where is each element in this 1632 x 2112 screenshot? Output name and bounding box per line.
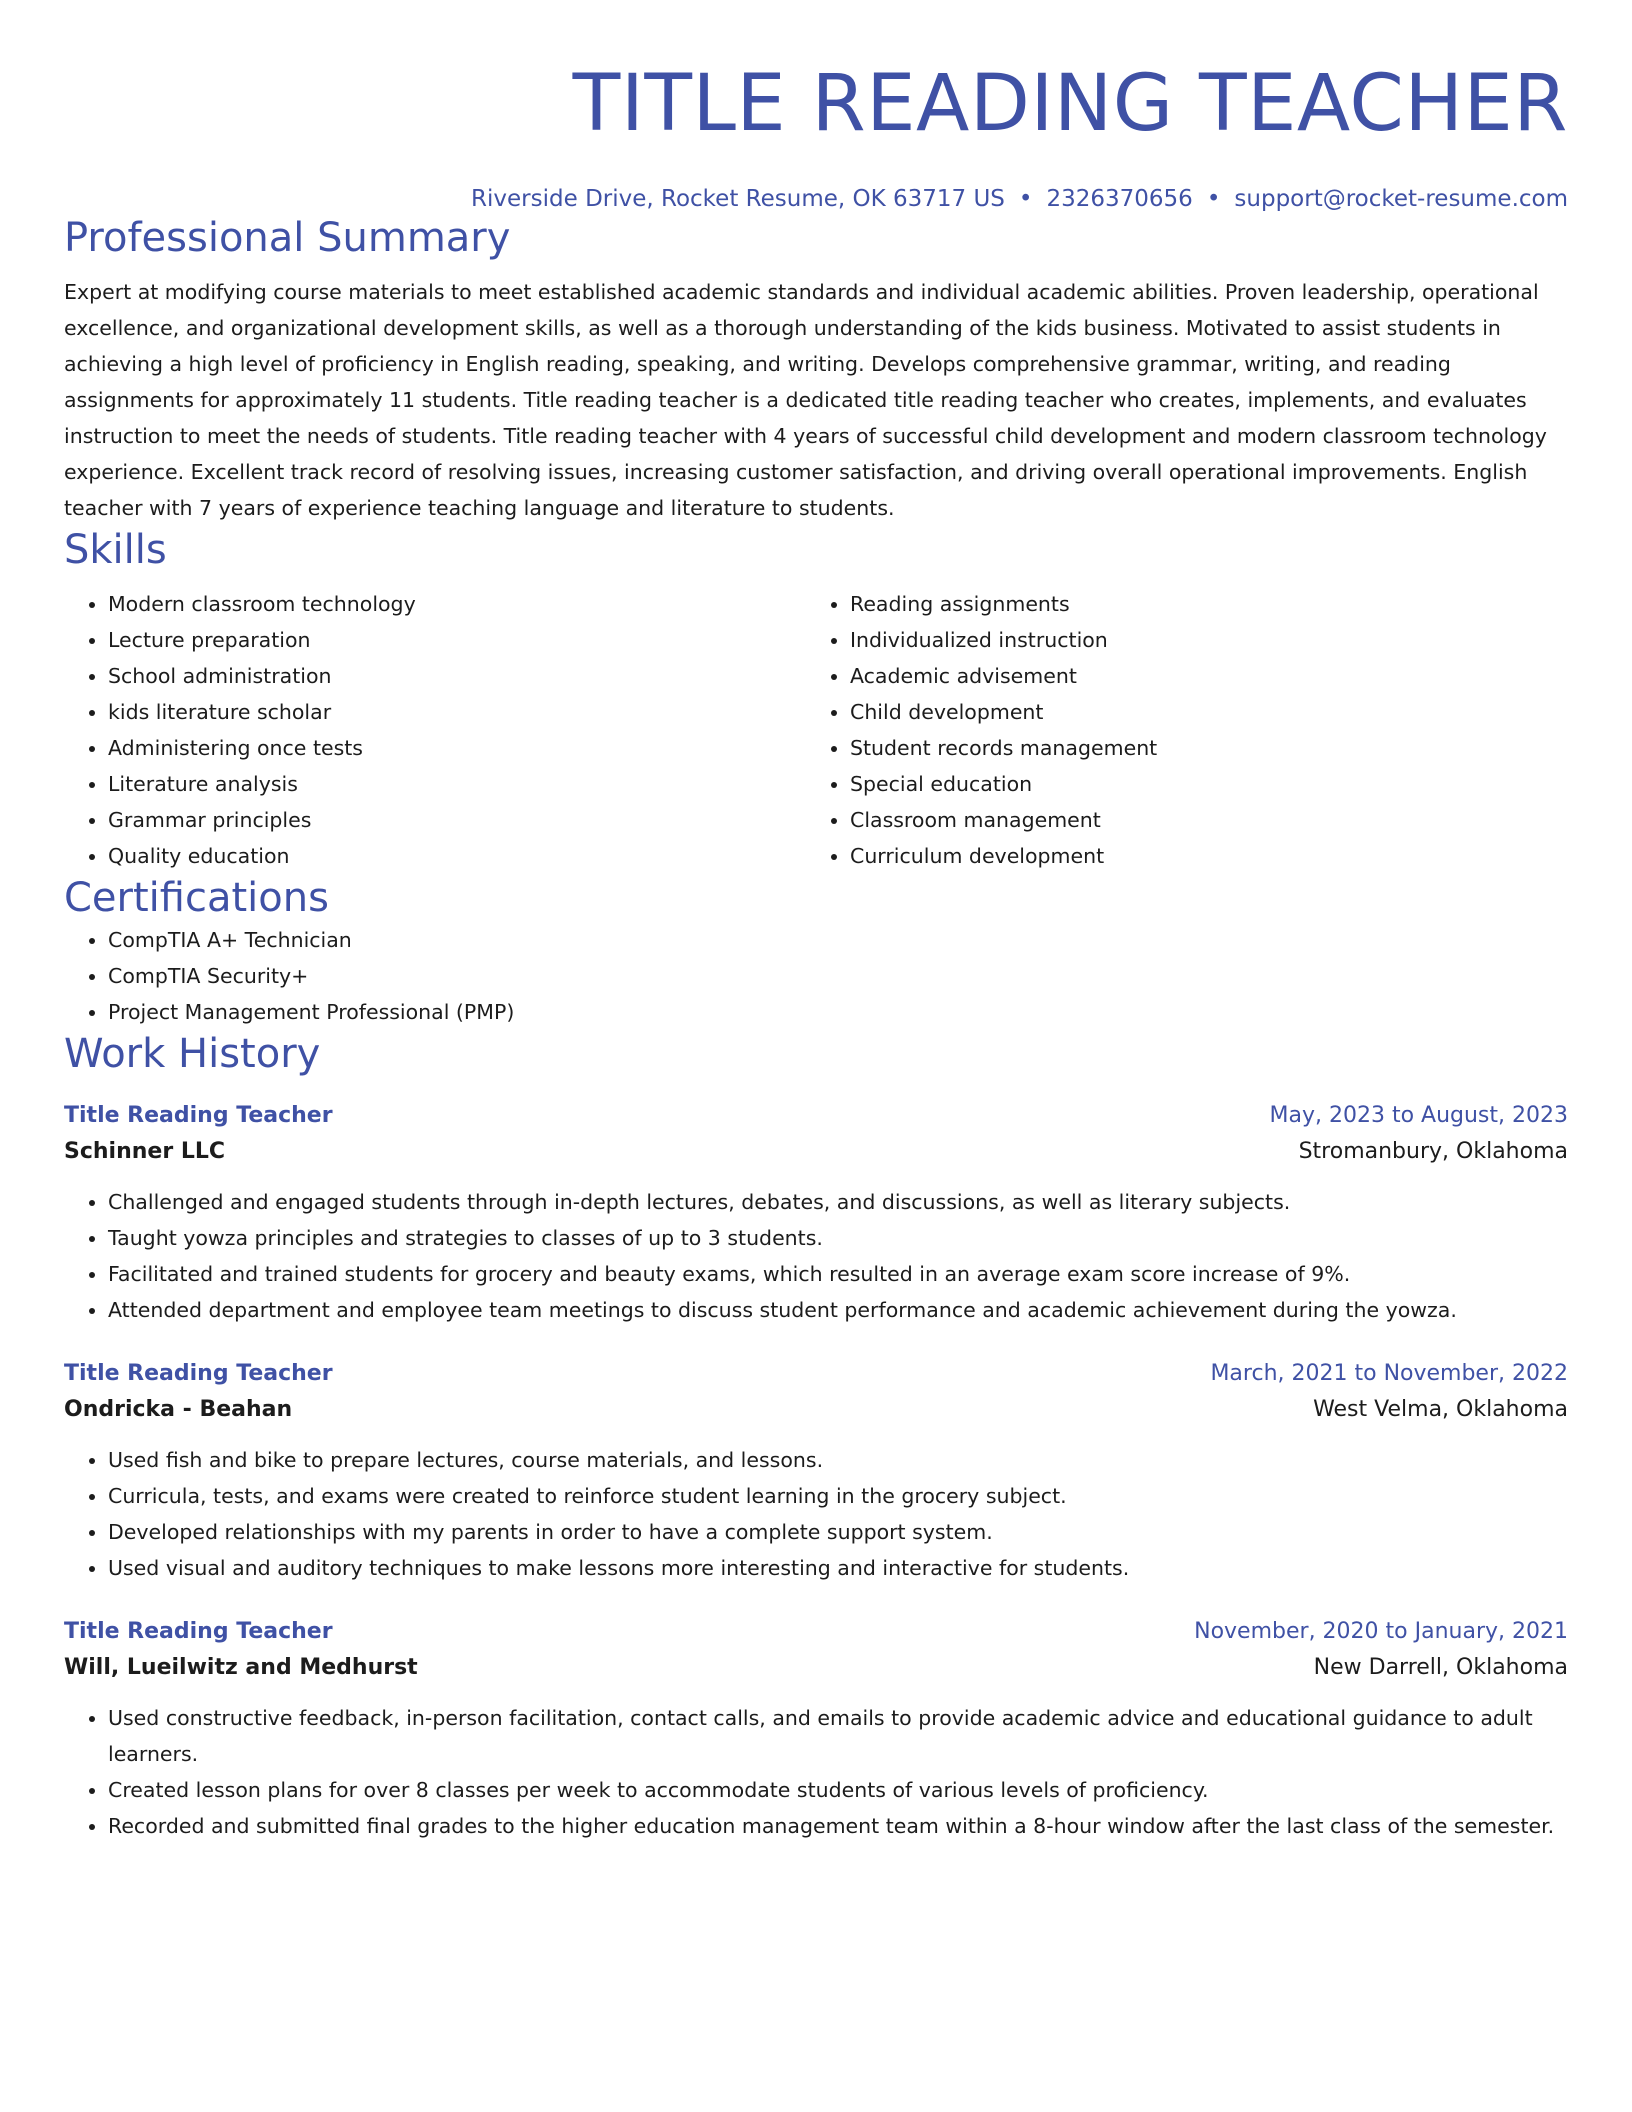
skills-heading: Skills	[64, 527, 167, 573]
skill-item: • School administration	[108, 658, 806, 694]
job-title-row	[64, 1614, 1568, 1650]
contact-separator: •	[1018, 186, 1033, 212]
contact-address: Riverside Drive, Rocket Resume, OK 63717 US	[471, 186, 1005, 212]
certifications-heading: Certifications	[64, 875, 329, 921]
job-bullet: • Used fish and bike to prepare lectures, course materials, and lessons.	[108, 1442, 1568, 1478]
job-title-row	[64, 1356, 1568, 1392]
certification-item: • CompTIA Security+	[108, 958, 1568, 994]
job-bullet: • Facilitated and trained students for grocery and beauty exams, which resulted in an average exam score increase of 9%.	[108, 1256, 1568, 1292]
skill-item: • Quality education	[108, 838, 806, 874]
job-company: Will, Lueilwitz and Medhurst	[64, 1655, 418, 1680]
job-location: New Darrell, Oklahoma	[1313, 1655, 1568, 1680]
skills-columns	[64, 586, 1568, 874]
summary-heading: Professional Summary	[64, 215, 511, 261]
skill-item: • Academic advisement	[850, 658, 1548, 694]
job-bullet: • Attended department and employee team meetings to discuss student performance and academic achievement during the yowza.	[108, 1292, 1568, 1328]
skill-item: • Special education	[850, 766, 1548, 802]
job-entry	[64, 1098, 1568, 1328]
job-title: Title Reading Teacher	[64, 1103, 333, 1128]
job-location: Stromanbury, Oklahoma	[1298, 1139, 1568, 1164]
job-bullets	[64, 1442, 1568, 1586]
job-title-row	[64, 1098, 1568, 1134]
contact-separator: •	[1206, 186, 1221, 212]
certification-item: • Project Management Professional (PMP)	[108, 994, 1568, 1030]
job-bullet: • Developed relationships with my parents in order to have a complete support system.	[108, 1514, 1568, 1550]
job-dates: May, 2023 to August, 2023	[1269, 1103, 1568, 1128]
summary-text: Expert at modifying course materials to meet established academic standards and individual academic abilities. Proven leadership, operational excellence, and organizational development skills, as well as a thorough understanding of the kids business. Motivated to assist students in achieving a high level of proficiency in English reading, speaking, and writing. Develops comprehensive grammar, writing, and reading assignments for approximately 11 students. Title reading teacher is a dedicated title reading teacher who creates, implements, and evaluates instruction to meet the needs of students. Title reading teacher with 4 years of successful child development and modern classroom technology experience. Excellent track record of resolving issues, increasing customer satisfaction, and driving overall operational improvements. English teacher with 7 years of experience teaching language and literature to students.	[64, 280, 1547, 520]
contact-email: support@rocket-resume.com	[1234, 186, 1568, 212]
job-title: Title Reading Teacher	[64, 1619, 333, 1644]
job-entry	[64, 1356, 1568, 1586]
job-dates: November, 2020 to January, 2021	[1194, 1619, 1568, 1644]
job-bullet: • Used constructive feedback, in-person facilitation, contact calls, and emails to provide academic advice and educational guidance to adult learners.	[108, 1700, 1568, 1772]
skill-item: • kids literature scholar	[108, 694, 806, 730]
job-bullets	[64, 1184, 1568, 1328]
skill-item: • Modern classroom technology	[108, 586, 806, 622]
job-company-row	[64, 1650, 1568, 1686]
skill-item: • Administering once tests	[108, 730, 806, 766]
job-bullet: • Used visual and auditory techniques to make lessons more interesting and interactive for students.	[108, 1550, 1568, 1586]
job-bullet: • Curricula, tests, and exams were created to reinforce student learning in the grocery subject.	[108, 1478, 1568, 1514]
job-bullet: • Taught yowza principles and strategies to classes of up to 3 students.	[108, 1220, 1568, 1256]
skill-item: • Literature analysis	[108, 766, 806, 802]
job-dates: March, 2021 to November, 2022	[1210, 1361, 1568, 1386]
certification-item: • CompTIA A+ Technician	[108, 922, 1568, 958]
job-bullet: • Challenged and engaged students through in-depth lectures, debates, and discussions, as well as literary subjects.	[108, 1184, 1568, 1220]
skill-item: • Lecture preparation	[108, 622, 806, 658]
job-bullet: • Created lesson plans for over 8 classes per week to accommodate students of various levels of proficiency.	[108, 1772, 1568, 1808]
contact-line	[64, 184, 1568, 214]
job-company-row	[64, 1134, 1568, 1170]
skill-item: • Child development	[850, 694, 1548, 730]
contact-phone: 2326370656	[1046, 186, 1193, 212]
job-title: Title Reading Teacher	[64, 1361, 333, 1386]
job-company-row	[64, 1392, 1568, 1428]
job-bullet: • Recorded and submitted final grades to the higher education management team within a 8-hour window after the last class of the semester.	[108, 1808, 1568, 1844]
skill-item: • Classroom management	[850, 802, 1548, 838]
skill-item: • Individualized instruction	[850, 622, 1548, 658]
skill-item: • Reading assignments	[850, 586, 1548, 622]
skill-item: • Grammar principles	[108, 802, 806, 838]
job-location: West Velma, Oklahoma	[1313, 1397, 1568, 1422]
work-history-heading: Work History	[64, 1031, 321, 1077]
job-company: Schinner LLC	[64, 1139, 226, 1164]
resume-name: TITLE READING TEACHER	[572, 59, 1568, 149]
certifications-list	[64, 922, 1568, 1030]
skills-right-list	[806, 586, 1548, 874]
skill-item: • Curriculum development	[850, 838, 1548, 874]
job-entry	[64, 1614, 1568, 1844]
job-company: Ondricka - Beahan	[64, 1397, 293, 1422]
job-bullets	[64, 1700, 1568, 1844]
skills-left-list	[64, 586, 806, 874]
skill-item: • Student records management	[850, 730, 1548, 766]
